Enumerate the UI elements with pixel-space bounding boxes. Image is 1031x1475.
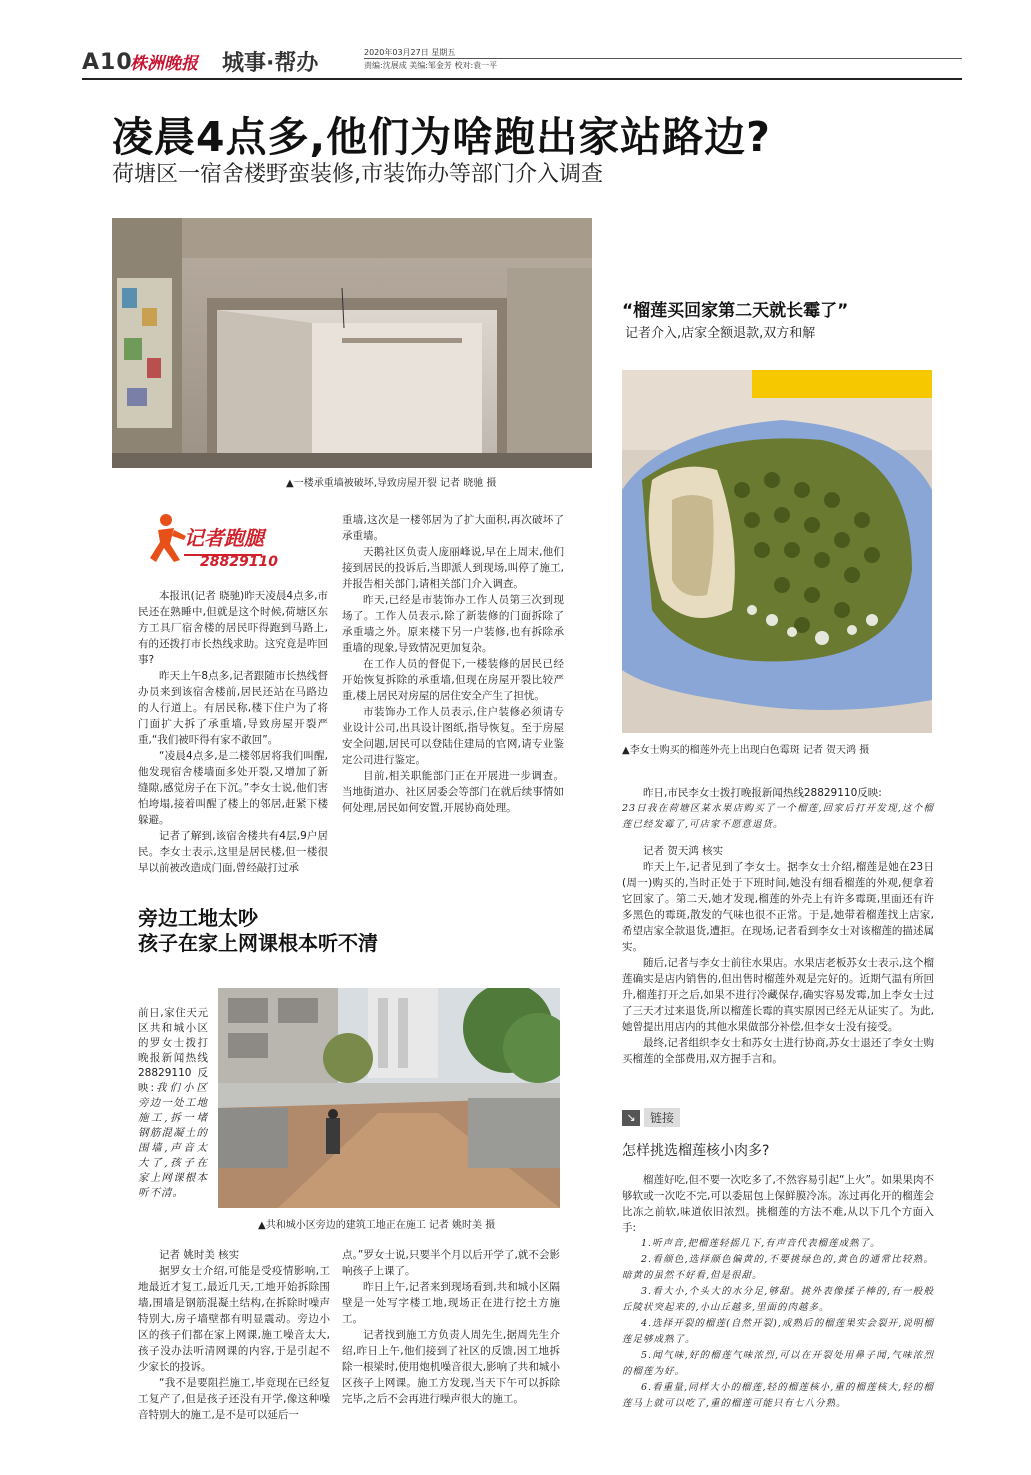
reporter-line: 记者 姚时美 核实 [159, 1249, 240, 1261]
paragraph: 昨天上午,记者见到了李女士。据李女士介绍,榴莲是她在23日(周一)购买的,当时正处于下班时间,她没有细看榴莲的外观,便拿着它回家了。第二天,她才发现,榴莲的外壳上有许多霉斑,里面还有许多黑色的霉斑,散发的气味也很不正常。于是,她带着榴莲找上店家,希望店家全款退货,遭拒。在现场,记者看到李女士对该榴莲的描述属实。 [622, 861, 934, 953]
intro-quote: 23日我在荷塘区某水果店购买了一个榴莲,回家后打开发现,这个榴莲已经发霉了,可店家不愿意退货。 [622, 803, 934, 830]
paragraph: 昨天上午8点多,记者跟随市长热线督办员来到该宿舍楼前,居民还站在马路边的人行道上。有居民称,楼下住户为了将门面扩大拆了承重墙,导致房屋开裂严重,“我们被吓得有家不敢回”。 [138, 670, 328, 746]
paragraph: 点。”罗女士说,只要半个月以后开学了,就不会影响孩子上课了。 [342, 1249, 560, 1277]
issue-date: 2020年03月27日 星期五 [364, 48, 456, 57]
link-tag [622, 1108, 680, 1127]
tip-item: 4.选择开裂的榴莲(自然开裂),成熟后的榴莲果实会裂开,说明榴莲足够成熟了。 [622, 1318, 934, 1345]
main-subhead: 荷塘区一宿舍楼野蛮装修,市装饰办等部门介入调查 [112, 162, 603, 187]
tips-list [622, 1236, 934, 1412]
construction-photo-caption: ▲共和城小区旁边的建筑工地正在施工 记者 姚时美 摄 [258, 1220, 496, 1231]
link-body [622, 1172, 934, 1412]
paragraph: 记者了解到,该宿舍楼共有4层,9户居民。李女士表示,这里是居民楼,但一楼很早以前被改造成门面,曾经敲打过承 [138, 830, 328, 874]
newspaper-logo: 株洲晚报 [130, 53, 198, 74]
paragraph: 昨日上午,记者来到现场看到,共和城小区隔壁是一处写字楼工地,现场正在进行挖土方施工。 [342, 1281, 560, 1325]
paragraph: 昨天,已经是市装饰办工作人员第三次到现场了。工作人员表示,除了新装修的门面拆除了承重墙之外。原来楼下另一户装修,也有拆除承重墙的现象,导致情况更加复杂。 [342, 594, 564, 654]
main-article-col2 [342, 512, 564, 816]
durian-title: “榴莲买回家第二天就长霉了” [622, 301, 849, 321]
construction-intro [138, 1006, 208, 1201]
tip-item: 6.看重量,同样大小的榴莲,轻的榴莲核小,重的榴莲核大,轻的榴莲马上就可以吃了,重的榴莲可能只有七八分熟。 [622, 1382, 934, 1409]
tip-item: 1.听声音,把榴莲轻摇几下,有声音代表榴莲成熟了。 [641, 1238, 881, 1249]
paragraph: “凌晨4点多,是二楼邻居将我们叫醒,他发现宿舍楼墙面多处开裂,又增加了新缝隙,感觉房子在下沉。”李女士说,他们害怕垮塌,接着叫醒了楼上的邻居,赶紧下楼躲避。 [138, 750, 328, 826]
paragraph: 天鹅社区负责人庞丽峰说,早在上周末,他们接到居民的投诉后,当即派人到现场,叫停了施工,并报告相关部门,请相关部门介入调查。 [342, 546, 564, 590]
construction-col2 [342, 1247, 560, 1407]
durian-photo [622, 370, 932, 733]
paragraph: 榴莲好吃,但不要一次吃多了,不然容易引起“上火”。如果果肉不够软或一次吃不完,可以委屈包上保鲜膜冷冻。冻过再化开的榴莲会比冻之前软,味道依旧浓烈。挑榴莲的方法不难,从以下几个方面入手: [622, 1174, 934, 1234]
intro-text: 前日,家住天元区共和城小区的罗女士拨打晚报新闻热线28829110反映: [138, 1007, 208, 1094]
paragraph: 重墙,这次是一楼邻居为了扩大面积,再次破坏了承重墙。 [342, 514, 564, 542]
paragraph: “我不是要阻拦施工,毕竟现在已经复工复产了,但是孩子还没有开学,像这种噪音特别大的施工,是不是可以延后一 [138, 1377, 330, 1421]
paragraph: 市装饰办工作人员表示,住户装修必须请专业设计公司,出具设计图纸,指导恢复。至于房屋安全问题,居民可以登陆住建局的官网,请专业鉴定公司进行鉴定。 [342, 706, 564, 766]
badge-phone: 28829110 [200, 554, 278, 570]
page-number: A10 [82, 50, 133, 75]
paragraph: 随后,记者与李女士前往水果店。水果店老板苏女士表示,这个榴莲确实是店内销售的,但出售时榴莲外观是完好的。近期气温有所回升,榴莲打开之后,如果不进行冷藏保存,确实容易发霉,加上李女士过了三天才过来退货,所以榴莲长霉的真实原因已经无从证实了。为此,她曾提出用店内的其他水果做部分补偿,但李女士没有接受。 [622, 957, 934, 1033]
intro-text: 昨日,市民李女士拨打晚报新闻热线28829110反映: [643, 787, 882, 799]
badge-title: 记者跑腿 [184, 526, 264, 550]
paragraph: 在工作人员的督促下,一楼装修的居民已经开始恢复拆除的承重墙,但现在房屋开裂比较严重,楼上居民对房屋的居住安全产生了担忧。 [342, 658, 564, 702]
main-article-col1 [138, 588, 328, 876]
paragraph: 目前,相关职能部门正在开展进一步调查。当地街道办、社区居委会等部门在就后续事情如何处理,居民如何安置,开展协商处理。 [342, 770, 564, 814]
link-title: 怎样挑选榴莲核小肉多? [622, 1143, 770, 1159]
reporter-line: 记者 贺天鸿 核实 [643, 845, 724, 857]
durian-body [622, 785, 934, 1067]
header-thin-rule [364, 58, 962, 59]
header-rule [82, 78, 962, 80]
paragraph: 本报讯(记者 晓驰)昨天凌晨4点多,市民还在熟睡中,但就是这个时候,荷塘区东方工具厂宿舍楼的居民吓得跑到马路上,有的还拨打市长热线求助。这究竟是咋回事? [138, 590, 328, 666]
durian-subtitle: 记者介入,店家全额退款,双方和解 [625, 326, 816, 341]
durian-photo-caption: ▲李女士购买的榴莲外壳上出现白色霉斑 记者 贺天鸿 摄 [622, 745, 870, 756]
construction-title-line1: 旁边工地太吵 [138, 906, 258, 930]
construction-site-photo [218, 988, 560, 1208]
section-title: 城事·帮办 [222, 51, 319, 76]
paragraph: 最终,记者组织李女士和苏女士进行协商,苏女士退还了李女士购买榴莲的全部费用,双方握手言和。 [622, 1037, 934, 1065]
damaged-wall-photo [112, 218, 592, 468]
wall-photo-caption: ▲一楼承重墙被破坏,导致房屋开裂 记者 晓驰 摄 [286, 478, 497, 489]
tip-item: 5.闻气味,好的榴莲气味浓烈,可以在开裂处用鼻子闻,气味浓烈的榴莲为好。 [622, 1350, 934, 1377]
arrow-icon: ↘ [622, 1110, 640, 1126]
paragraph: 记者找到施工方负责人周先生,据周先生介绍,昨日上午,他们接到了社区的反馈,因工地拆除一根梁时,使用炮机噪音很大,影响了共和城小区孩子上网课。施工方发现,当天下午可以拆除完毕,之后不会再进行噪声很大的施工。 [342, 1329, 560, 1405]
reporter-run-badge [148, 510, 298, 572]
editor-credits: 责编:沈展成 美编:邹金芳 校对:袁一平 [364, 61, 498, 70]
paragraph: 据罗女士介绍,可能是受疫情影响,工地最近才复工,最近几天,工地开始拆除围墙,围墙是钢筋混凝土结构,在拆除时噪声特别大,房子墙壁都有明显震动。旁边小区的孩子们都在家上网课,施工噪音太大,孩子没办法听清网课的内容,于是引起不少家长的投诉。 [138, 1265, 330, 1373]
tip-item: 3.看大小,个头大的水分足,够甜。挑外表像揉子棒的,有一般般丘陵状突起来的,小山丘越多,里面的肉越多。 [622, 1286, 934, 1313]
intro-quote: 我们小区旁边一处工地施工,拆一堵钢筋混凝土的围墙,声音太大了,孩子在家上网课根本听不清。 [138, 1082, 208, 1199]
construction-title-line2: 孩子在家上网课根本听不清 [138, 931, 378, 955]
tip-item: 2.看颜色,选择颜色偏黄的,不要挑绿色的,黄色的通常比较熟。暗黄的虽然不好看,但是很甜。 [622, 1254, 934, 1281]
link-tag-label: 链接 [644, 1108, 680, 1127]
main-headline: 凌晨4点多,他们为啥跑出家站路边? [112, 113, 771, 161]
construction-col1 [138, 1247, 330, 1423]
